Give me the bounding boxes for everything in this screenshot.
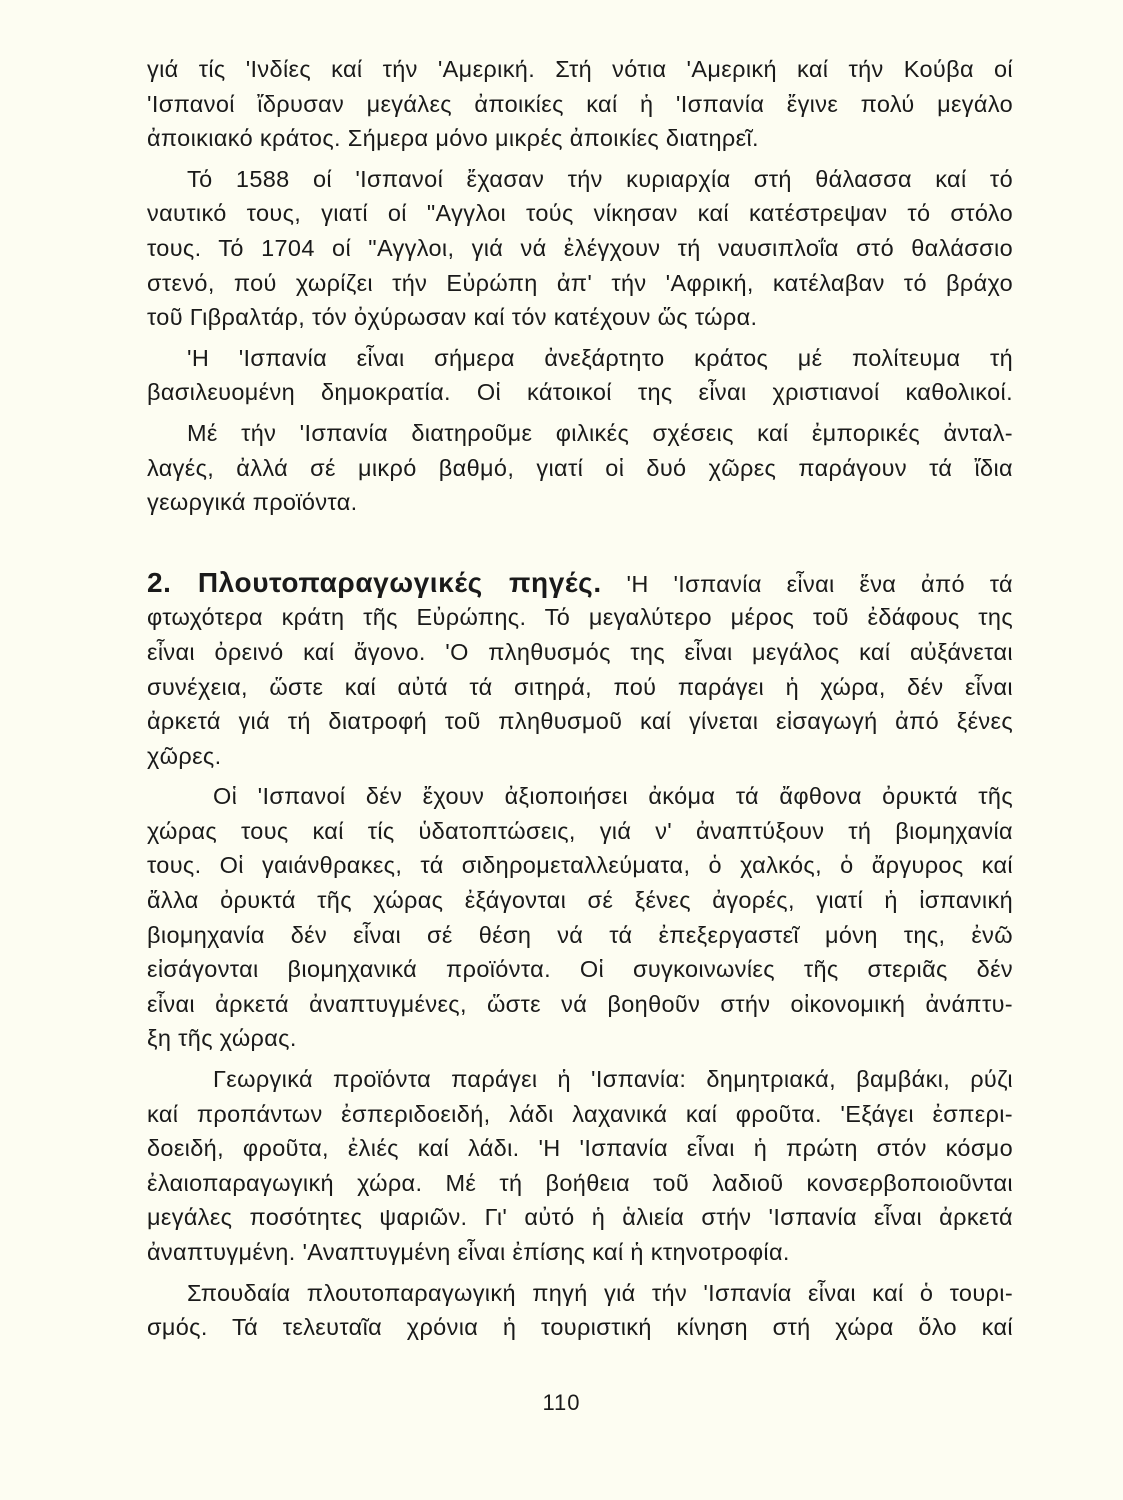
text-line: στενό, πού χωρίζει τήν Εὐρώπη ἀπ' τήν 'Αφρική, κατέλαβαν τό βράχο [147, 269, 1013, 296]
text-line: ἀναπτυγμένη. 'Αναπτυγμένη εἶναι ἐπίσης καί ἡ κτηνοτροφία. [147, 1239, 790, 1265]
text-line: Τό 1588 οί 'Ισπανοί ἔχασαν τήν κυριαρχία στή θάλασσα καί τό [187, 165, 1013, 192]
text-line: ἀρκετά γιά τή διατροφή τοῦ πληθυσμοῦ καί γίνεται εἰσαγωγή ἀπό ξένες [147, 708, 1013, 735]
text-line: συνέχεια, ὥστε καί αὐτά τά σιτηρά, πού παράγει ἡ χώρα, δέν εἶναι [147, 673, 1013, 700]
text-line: βιομηχανία δέν εἶναι σέ θέση νά τά ἐπεξεργαστεῖ μόνη της, ἐνῶ [147, 921, 1013, 948]
page-number: 110 [542, 1390, 581, 1415]
text-line: χώρας τους καί τίς ὑδατοπτώσεις, γιά ν' ἀναπτύξουν τή βιομηχανία [147, 817, 1013, 844]
text-fragment: 'Η 'Ισπανία εἶναι ἕνα ἀπό τά [626, 570, 1013, 597]
text-line: ἄλλα ὀρυκτά τῆς χώρας ἐξάγονται σέ ξένες ἀγορές, γιατί ἡ ἰσπανική [147, 887, 1013, 914]
paragraph [147, 1276, 1013, 1345]
text-line: σμός. Τά τελευταῖα χρόνια ἡ τουριστική κίνηση στή χώρα ὅλο καί [147, 1314, 1013, 1341]
text-line: δοειδή, φροῦτα, ἐλιές καί λάδι. 'Η 'Ισπανία εἶναι ἡ πρώτη στόν κόσμο [147, 1135, 1013, 1162]
text-line: βασιλευομένη δημοκρατία. Οἱ κάτοικοί της εἶναι χριστιανοί καθολικοί. [147, 379, 1013, 406]
text-line: λαγές, ἀλλά σέ μικρό βαθμό, γιατί οἱ δυό χῶρες παράγουν τά ἴδια [147, 454, 1013, 481]
text-line: Γεωργικά προϊόντα παράγει ἡ 'Ισπανία: δημητριακά, βαμβάκι, ρύζι [213, 1066, 1013, 1093]
text-line: τους. Τό 1704 οί "Αγγλοι, γιά νά ἐλέγχουν τή ναυσιπλοΐα στό θαλάσσιο [147, 234, 1013, 261]
text-line: καί προπάντων ἐσπεριδοειδή, λάδι λαχανικά καί φροῦτα. 'Εξάγει ἐσπερι- [147, 1100, 1013, 1127]
text-line: 'Η 'Ισπανία εἶναι σήμερα ἀνεξάρτητο κράτος μέ πολίτευμα τή [187, 344, 1013, 371]
text-line: εἶναι ἀρκετά ἀναπτυγμένες, ὥστε νά βοηθοῦν στήν οἰκονομική ἀνάπτυ- [147, 990, 1013, 1017]
text-line: ἐλαιοπαραγωγική χώρα. Μέ τή βοήθεια τοῦ λαδιοῦ κονσερβοποιοῦνται [147, 1169, 1013, 1196]
text-line: γιά τίς 'Ινδίες καί τήν 'Αμερική. Στή νότια 'Αμερική καί τήν Κούβα οί [147, 56, 1013, 82]
paragraph [147, 341, 1013, 410]
text-line: τοῦ Γιβραλτάρ, τόν ὀχύρωσαν καί τόν κατέχουν ὥς τώρα. [147, 304, 758, 331]
text-line [147, 566, 1013, 601]
text-line: τους. Οἱ γαιάνθρακες, τά σιδηρομεταλλεύματα, ὁ χαλκός, ὁ ἄργυρος καί [147, 852, 1013, 879]
paragraph [147, 779, 1013, 1056]
text-line: φτωχότερα κράτη τῆς Εὐρώπης. Τό μεγαλύτερο μέρος τοῦ ἐδάφους της [147, 604, 1013, 631]
text-line: εἰσάγονται βιομηχανικά προϊόντα. Οἱ συγκοινωνίες τῆς στεριᾶς δέν [147, 956, 1013, 983]
text-line: μεγάλες ποσότητες ψαριῶν. Γι' αὐτό ἡ ἁλιεία στήν 'Ισπανία εἶναι ἀρκετά [147, 1204, 1013, 1231]
text-line: ναυτικό τους, γιατί οί "Αγγλοι τούς νίκησαν καί κατέστρεψαν τό στόλο [147, 200, 1013, 227]
paragraph [147, 162, 1013, 335]
text-line: εἶναι ὀρεινό καί ἄγονο. 'Ο πληθυσμός της εἶναι μεγάλος καί αὐξάνεται [147, 638, 1013, 665]
text-line: ἀποικιακό κράτος. Σήμερα μόνο μικρές ἀποικίες διατηρεῖ. [147, 125, 759, 152]
text-line: 'Ισπανοί ἴδρυσαν μεγάλες ἀποικίες καί ἡ 'Ισπανία ἔγινε πολύ μεγάλο [147, 90, 1013, 117]
text-line: Οἱ 'Ισπανοί δέν ἔχουν ἀξιοποιήσει ἀκόμα τά ἄφθονα ὀρυκτά τῆς [213, 783, 1013, 810]
text-line: ξη τῆς χώρας. [147, 1025, 297, 1052]
section-plutoparagogikes [147, 566, 1013, 774]
page-body [147, 52, 1013, 1345]
paragraph [147, 52, 1013, 156]
section-heading: 2. Πλουτοπαραγωγικές πηγές. [147, 566, 602, 598]
text-line: Μέ τήν 'Ισπανία διατηροῦμε φιλικές σχέσεις καί ἐμπορικές ἀνταλ- [187, 419, 1013, 446]
paragraph [147, 1062, 1013, 1270]
text-line: γεωργικά προϊόντα. [147, 489, 358, 516]
paragraph [147, 416, 1013, 520]
text-line: Σπουδαία πλουτοπαραγωγική πηγή γιά τήν 'Ισπανία εἶναι καί ὁ τουρι- [187, 1279, 1013, 1306]
text-line: χῶρες. [147, 742, 222, 769]
